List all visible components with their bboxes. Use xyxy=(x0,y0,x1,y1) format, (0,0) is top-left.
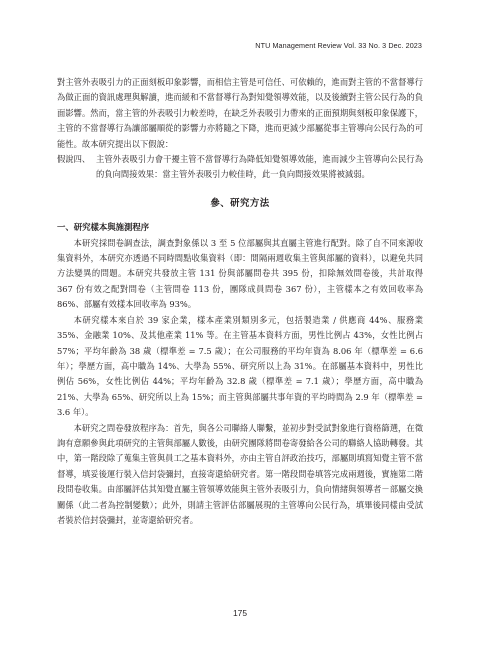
paragraph-sampling: 本研究採問卷調查法，調查對象係以 3 至 5 位部屬與其直屬主管進行配對。除了自不同來源收集資料外，本研究亦透過不同時間點收集資料（即：間隔兩週收集主管與部屬的資料），以避免共同方法變異的問題。本研究共發放主管 131 份與部屬問卷共 395 份，扣除無效問卷後，共計取得 367 份有效之配對問卷（主管問卷 113 份，團隊成員問卷 367 份），主管樣本之有效回收率為 86%、部屬有效樣本回收率為 93%。 xyxy=(57,237,423,310)
hypothesis-block xyxy=(57,152,423,183)
section-title: 參、研究方法 xyxy=(210,197,270,209)
paragraph-sample-description: 本研究樣本來自於 39 家企業，樣本產業別類別多元，包括製造業 / 供應商 44%、服務業 35%、金融業 10%、及其他產業 11% 等。在主管基本資料方面，男性比例占 43%，女性比例占 57%；平均年齡為 38 歲（標準差 = 7.5 歲）；在公司服務的平均年資為 8.06 年（標準差 = 6.6 年）；學歷方面，高中職為 14%、大學為 55%、研究所以上為 31%。在部屬基本資料中，男性比例佔 56%，女性比例佔 44%；平均年齡為 32.8 歲（標準差 = 7.1 歲）；學歷方面，高中職為 21%、大學為 65%、研究所以上為 15%；而主管與部屬共事年資的平均時間為 2.9 年（標準差 = 3.6 年）。 xyxy=(57,314,423,418)
hypothesis-text: 主管外表吸引力會干擾主管不當督導行為降低知覺領導效能，進而減少主管導向公民行為的負向間接效果：當主管外表吸引力較佳時，此一負向間接效果將被減弱。 xyxy=(96,154,423,180)
hypothesis-label: 假說四、 xyxy=(57,154,91,165)
running-header: NTU Management Review Vol. 33 No. 3 Dec. 2023 xyxy=(255,41,422,50)
paragraph-continuation: 對主管外表吸引力的正面刻板印象影響，而相信主管是可信任、可依賴的，進而對主管的不當督導行為做正面的資訊處理與解讀，進而緩和不當督導行為對知覺領導效能，以及後續對主管公民行為的負面影響。然而，當主管的外表吸引力較差時，在缺乏外表吸引力帶來的正面預期與刻板印象保護下，主管的不當督導行為讓部屬順從的影響力亦將隨之下降，進而更減少部屬從事主管導向公民行為的可能性。故本研究提出以下假說： xyxy=(57,77,423,149)
paragraph-procedure: 本研究之問卷發放程序為：首先，與各公司聯絡人聯繫，並初步對受試對象進行資格篩選，在徵詢有意願參與此項研究的主管與部屬人數後，由研究團隊將問卷寄發給各公司的聯絡人協助轉發。其中，第一階段除了蒐集主管與員工之基本資料外，亦由主管自評政治技巧，部屬則填寫知覺主管不當督導，填妥後運行裝入信封袋彌封，直接寄還給研究者。第一階段問卷填答完成兩週後，實施第二階段問卷收集。由部屬評估其知覺直屬主管領導效能與主管外表吸引力，負向情緒與領導者－部屬交換關係（此二者為控制變數）；此外，則請主管評估部屬展現的主管導向公民行為，填畢後同樣由受試者裝於信封袋彌封，並寄還給研究者。 xyxy=(57,422,423,525)
subsection-title: 一、研究樣本與施測程序 xyxy=(57,222,150,233)
page-body xyxy=(57,75,423,528)
page-number: 175 xyxy=(233,608,247,618)
